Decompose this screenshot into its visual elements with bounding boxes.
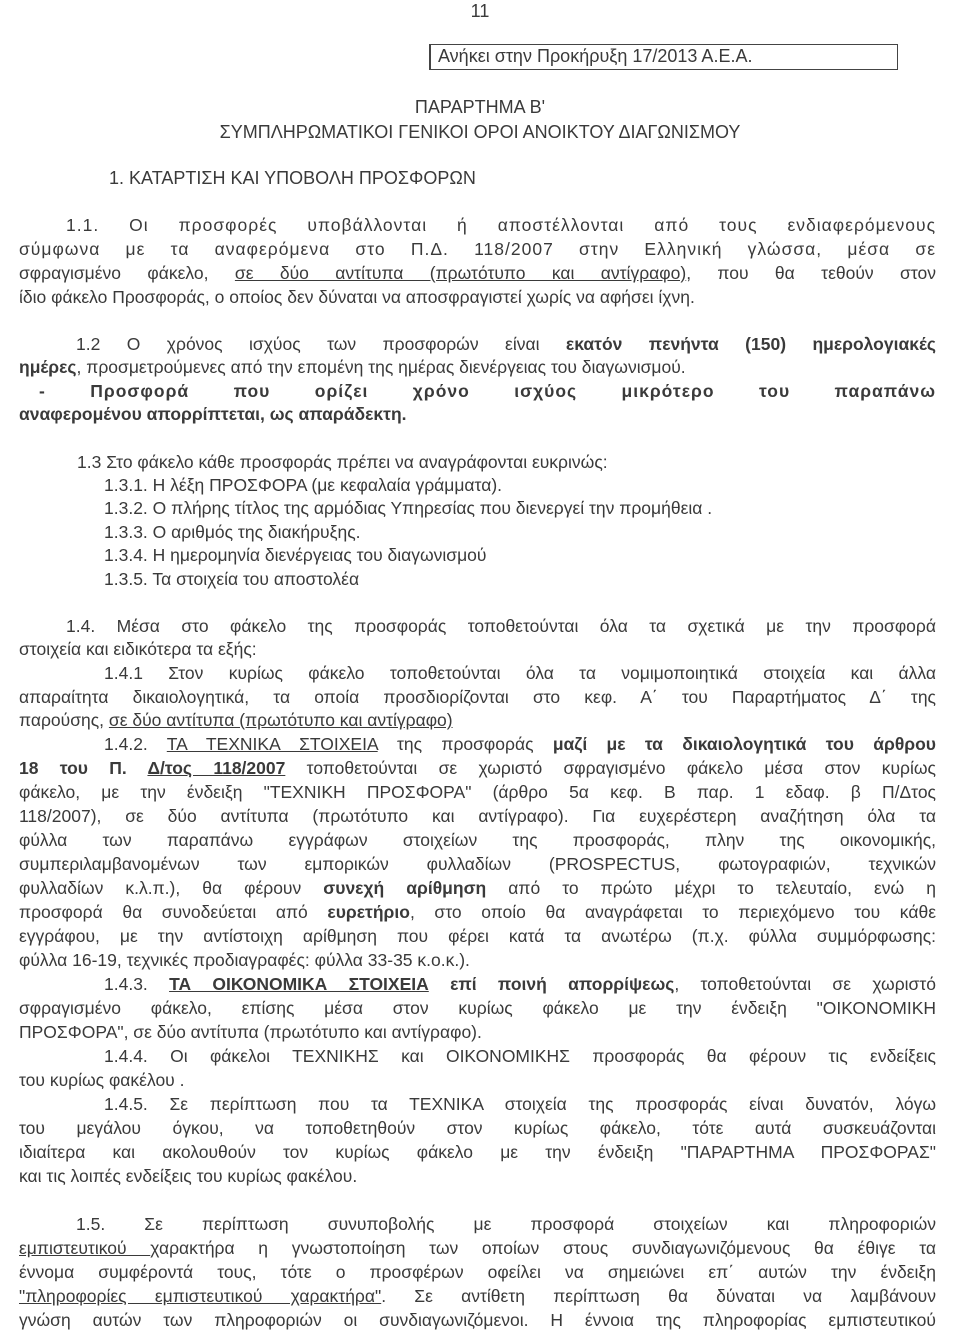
para-1-4-1-line-3: παρούσης, σε δύο αντίτυπα (πρωτότυπο και αντίγραφο) — [19, 710, 453, 730]
para-1-4-2-line-5: φύλλα των παραπάνω εγγράφων στοιχείων της προσφοράς, πλην της οικονομικής, — [19, 830, 936, 850]
para-1-4-2-line-1: 1.4.2. ΤΑ ΤΕΧΝΙΚΑ ΣΤΟΙΧΕΙΑ της προσφοράς μαζί με τα δικαιολογητικά του άρθρου — [104, 734, 936, 754]
para-1-4-line-2: στοιχεία και ειδικότερα τα εξής: — [19, 639, 257, 659]
para-1-4-2-line-3: φάκελο, με την ένδειξη "ΤΕΧΝΙΚΗ ΠΡΟΣΦΟΡΑ" (άρθρο 5α κεφ. Β παρ. 1 εδαφ. β Π/Δτος — [19, 782, 936, 802]
para-1-4-5-line-1: 1.4.5. Σε περίπτωση που τα ΤΕΧΝΙΚΑ στοιχεία της προσφοράς είναι δυνατόν, λόγω — [104, 1094, 936, 1114]
para-1-4-2-line-4: 118/2007), σε δύο αντίτυπα (πρωτότυπο και αντίγραφο). Για ευχερέστερη αναζήτηση όλα τα — [19, 806, 936, 826]
para-1-4-2-line-9: εγγράφου, με την αντίστοιχη αρίθμηση που φέρει κατά τα ανωτέρω (π.χ. φύλλα συμμόρφωσης: — [19, 926, 936, 946]
para-1-1-line-3: σφραγισμένο φάκελο, σε δύο αντίτυπα (πρωτότυπο και αντίγραφο), που θα τεθούν στον — [19, 263, 936, 283]
para-1-5-line-4: "πληροφορίες εμπιστευτικού χαρακτήρα". Σε αντίθετη περίπτωση θα δύναται να λαμβάνουν — [19, 1286, 936, 1306]
para-1-5-line-2: εμπιστευτικού χαρακτήρα η γνωστοποίηση των οποίων στους συνδιαγωνιζόμενους θα έθιγε τα — [19, 1238, 936, 1258]
stamp-text: Ανήκει στην Προκήρυξη 17/2013 Α.Ε.Α. — [438, 46, 753, 66]
para-1-5-line-5: γνώση αυτών των πληροφοριών οι συνδιαγωνιζόμενοι. Η έννοια της πληροφορίας εμπιστευτικού — [19, 1310, 936, 1330]
para-1-4-3-line-3: ΠΡΟΣΦΟΡΑ", σε δύο αντίτυπα (πρωτότυπο και αντίγραφο). — [19, 1022, 482, 1042]
para-1-4-1-line-2: απαραίτητα δικαιολογητικά, τα οποία προσδιορίζονται στο κεφ. Α΄ του Παραρτήματος Δ΄ της — [19, 687, 936, 707]
para-1-1-line-4: ίδιο φάκελο Προσφοράς, ο οποίος δεν δύναται να αποσφραγιστεί χωρίς να αφήσει ίχνη. — [19, 287, 695, 307]
para-1-4-line-1: 1.4. Μέσα στο φάκελο της προσφοράς τοποθετούνται όλα τα σχετικά με την προσφορά — [66, 616, 936, 636]
para-1-4-5-line-2: του μεγάλου όγκου, να τοποθετηθούν στον κυρίως φάκελο, τότε αυτά συσκευάζονται — [19, 1118, 936, 1138]
para-1-4-5-line-4: και τις λοιπές ενδείξεις του κυρίως φακέλου. — [19, 1166, 358, 1186]
para-1-4-1-line-1: 1.4.1 Στον κυρίως φάκελο τοποθετούνται όλα τα νομιμοποιητικά στοιχεία και άλλα — [104, 663, 936, 683]
para-1-4-2-line-10: φύλλα 16-19, τεχνικές προδιαγραφές: φύλλα 33-35 κ.ο.κ.). — [19, 950, 470, 970]
ownership-stamp — [429, 44, 898, 70]
para-1-4-4-line-2: του κυρίως φακέλου . — [19, 1070, 185, 1090]
para-1-4-2-line-6: συμπεριλαμβανομένων των εμπορικών φυλλαδίων (PROSPECTUS, φωτογραφιών, τεχνικών — [19, 854, 936, 874]
para-1-4-2-line-7: φυλλαδίων κ.λ.π.), θα φέρουν συνεχή αρίθμηση από το πρώτο μέχρι το τελευταίο, ενώ η — [19, 878, 936, 898]
para-1-4-3-line-1: 1.4.3. ΤΑ ΟΙΚΟΝΟΜΙΚΑ ΣΤΟΙΧΕΙΑ επί ποινή απορρίψεως, τοποθετούνται σε χωριστό — [104, 974, 936, 994]
para-1-2-line-2: ημέρες, προσμετρούμενες από την επομένη της ημέρας διενέργειας του διαγωνισμού. — [19, 357, 686, 377]
para-1-2-line-4: αναφερομένου απορρίπτεται, ως απαράδεκτη. — [19, 404, 407, 424]
list-item: 1.3.5. Τα στοιχεία του αποστολέα — [104, 569, 360, 589]
page-number: 11 — [470, 1, 490, 21]
annex-heading: ΠΑΡΑΡΤΗΜΑ Β' — [414, 97, 546, 117]
para-1-2-line-3: - Προσφορά που ορίζει χρόνο ισχύος μικρότερο του παραπάνω — [39, 381, 936, 401]
para-1-1-line-2: σύμφωνα με τα αναφερόμενα στο Π.Δ. 118/2007 στην Ελληνική γλώσσα, μέσα σε — [19, 239, 936, 259]
document-title: ΣΥΜΠΛΗΡΩΜΑΤΙΚΟΙ ΓΕΝΙΚΟΙ ΟΡΟΙ ΑΝΟΙΚΤΟΥ ΔΙΑΓΩΝΙΣΜΟΥ — [219, 122, 741, 142]
para-1-4-2-line-8: προσφορά θα συνοδεύεται από ευρετήριο, στο οποίο θα αναγράφεται το περιεχόμενο του κάθε — [19, 902, 936, 922]
para-1-5-line-3: έννομα συμφέροντά τους, τότε ο προσφέρων οφείλει να σημειώνει επ΄ αυτών την ένδειξη — [19, 1262, 936, 1282]
para-1-3-intro: 1.3 Στο φάκελο κάθε προσφοράς πρέπει να αναγράφονται ευκρινώς: — [77, 452, 608, 472]
para-1-1-line-1: 1.1. Οι προσφορές υποβάλλονται ή αποστέλλονται από τους ενδιαφερόμενους — [66, 215, 936, 235]
para-1-4-2-line-2: 18 του Π. Δ/τος 118/2007 τοποθετούνται σε χωριστό σφραγισμένο φάκελο μέσα στον κυρίως — [19, 758, 936, 778]
list-item: 1.3.1. Η λέξη ΠΡΟΣΦΟΡΑ (με κεφαλαία γράμματα). — [104, 475, 503, 495]
list-item: 1.3.3. Ο αριθμός της διακήρυξης. — [104, 522, 361, 542]
para-1-5-line-1: 1.5. Σε περίπτωση συνυποβολής με προσφορά στοιχείων και πληροφοριών — [76, 1214, 936, 1234]
section-heading: 1. ΚΑΤΑΡΤΙΣΗ ΚΑΙ ΥΠΟΒΟΛΗ ΠΡΟΣΦΟΡΩΝ — [109, 168, 476, 188]
para-1-4-4-line-1: 1.4.4. Οι φάκελοι ΤΕΧΝΙΚΗΣ και ΟΙΚΟΝΟΜΙΚΗΣ προσφοράς θα φέρουν τις ενδείξεις — [104, 1046, 936, 1066]
para-1-4-3-line-2: σφραγισμένο φάκελο, επίσης μέσα στον κυρίως φάκελο με την ένδειξη "ΟΙΚΟΝΟΜΙΚΗ — [19, 998, 936, 1018]
list-item: 1.3.2. Ο πλήρης τίτλος της αρμόδιας Υπηρεσίας που διενεργεί την προμήθεια . — [104, 498, 713, 518]
para-1-4-5-line-3: ιδιαίτερα και ακολουθούν τον κυρίως φάκελο με την ένδειξη "ΠΑΡΑΡΤΗΜΑ ΠΡΟΣΦΟΡΑΣ" — [19, 1142, 936, 1162]
para-1-2-line-1: 1.2 Ο χρόνος ισχύος των προσφορών είναι εκατόν πενήντα (150) ημερολογιακές — [76, 334, 936, 354]
list-item: 1.3.4. Η ημερομηνία διενέργειας του διαγωνισμού — [104, 545, 487, 565]
